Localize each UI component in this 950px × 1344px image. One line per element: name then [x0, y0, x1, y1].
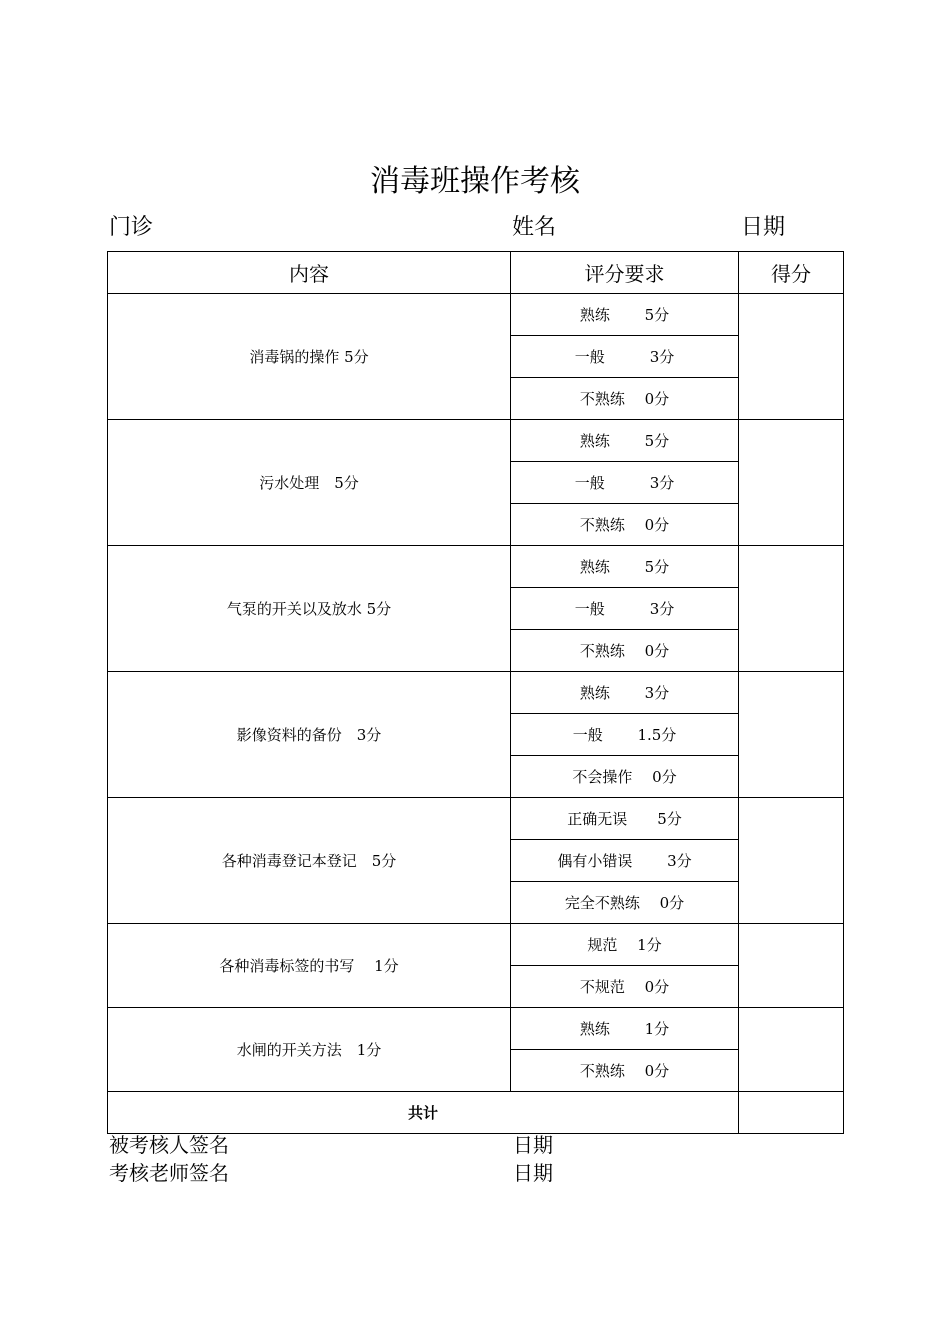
date-label: 日期 — [741, 215, 786, 240]
item-content: 污水处理 5分 — [108, 420, 511, 546]
item-criterion: 熟练 1分 — [511, 1008, 739, 1050]
item-criterion: 熟练 5分 — [511, 546, 739, 588]
item-criterion: 偶有小错误 3分 — [511, 840, 739, 882]
table-row — [108, 294, 844, 336]
item-criterion: 规范 1分 — [511, 924, 739, 966]
page-title: 消毒班操作考核 — [370, 164, 580, 199]
total-row — [108, 1092, 844, 1134]
item-content: 消毒锅的操作 5分 — [108, 294, 511, 420]
column-header-criteria: 评分要求 — [511, 252, 739, 294]
assessment-table — [107, 251, 844, 1134]
item-content: 影像资料的备份 3分 — [108, 672, 511, 798]
item-criterion: 一般 3分 — [511, 336, 739, 378]
item-score-cell[interactable] — [739, 294, 844, 420]
item-criterion: 完全不熟练 0分 — [511, 882, 739, 924]
item-criterion: 熟练 3分 — [511, 672, 739, 714]
column-header-content: 内容 — [108, 252, 511, 294]
total-label: 共计 — [108, 1092, 739, 1134]
item-score-cell[interactable] — [739, 420, 844, 546]
table-row — [108, 672, 844, 714]
item-criterion: 不熟练 0分 — [511, 378, 739, 420]
item-score-cell[interactable] — [739, 798, 844, 924]
item-score-cell[interactable] — [739, 672, 844, 798]
item-criterion: 熟练 5分 — [511, 294, 739, 336]
item-criterion: 不熟练 0分 — [511, 1050, 739, 1092]
item-criterion: 不熟练 0分 — [511, 630, 739, 672]
item-criterion: 一般 3分 — [511, 588, 739, 630]
table-row — [108, 1008, 844, 1050]
item-criterion: 一般 1.5分 — [511, 714, 739, 756]
item-criterion: 熟练 5分 — [511, 420, 739, 462]
item-criterion: 一般 3分 — [511, 462, 739, 504]
item-score-cell[interactable] — [739, 924, 844, 1008]
item-criterion: 不会操作 0分 — [511, 756, 739, 798]
table-row — [108, 798, 844, 840]
item-content: 各种消毒标签的书写 1分 — [108, 924, 511, 1008]
teacher-signature-label: 考核老师签名 — [109, 1161, 229, 1185]
column-header-score: 得分 — [739, 252, 844, 294]
examinee-signature-label: 被考核人签名 — [109, 1133, 229, 1157]
table-row — [108, 546, 844, 588]
item-criterion: 不熟练 0分 — [511, 504, 739, 546]
teacher-date-label: 日期 — [513, 1161, 553, 1185]
name-label: 姓名 — [512, 215, 557, 240]
total-score-cell[interactable] — [739, 1092, 844, 1134]
table-row — [108, 420, 844, 462]
clinic-label: 门诊 — [109, 215, 154, 240]
table-header-row — [108, 252, 844, 294]
item-criterion: 正确无误 5分 — [511, 798, 739, 840]
item-criterion: 不规范 0分 — [511, 966, 739, 1008]
examinee-date-label: 日期 — [513, 1133, 553, 1157]
item-content: 气泵的开关以及放水 5分 — [108, 546, 511, 672]
item-score-cell[interactable] — [739, 1008, 844, 1092]
item-content: 各种消毒登记本登记 5分 — [108, 798, 511, 924]
item-score-cell[interactable] — [739, 546, 844, 672]
item-content: 水闸的开关方法 1分 — [108, 1008, 511, 1092]
table-row — [108, 924, 844, 966]
